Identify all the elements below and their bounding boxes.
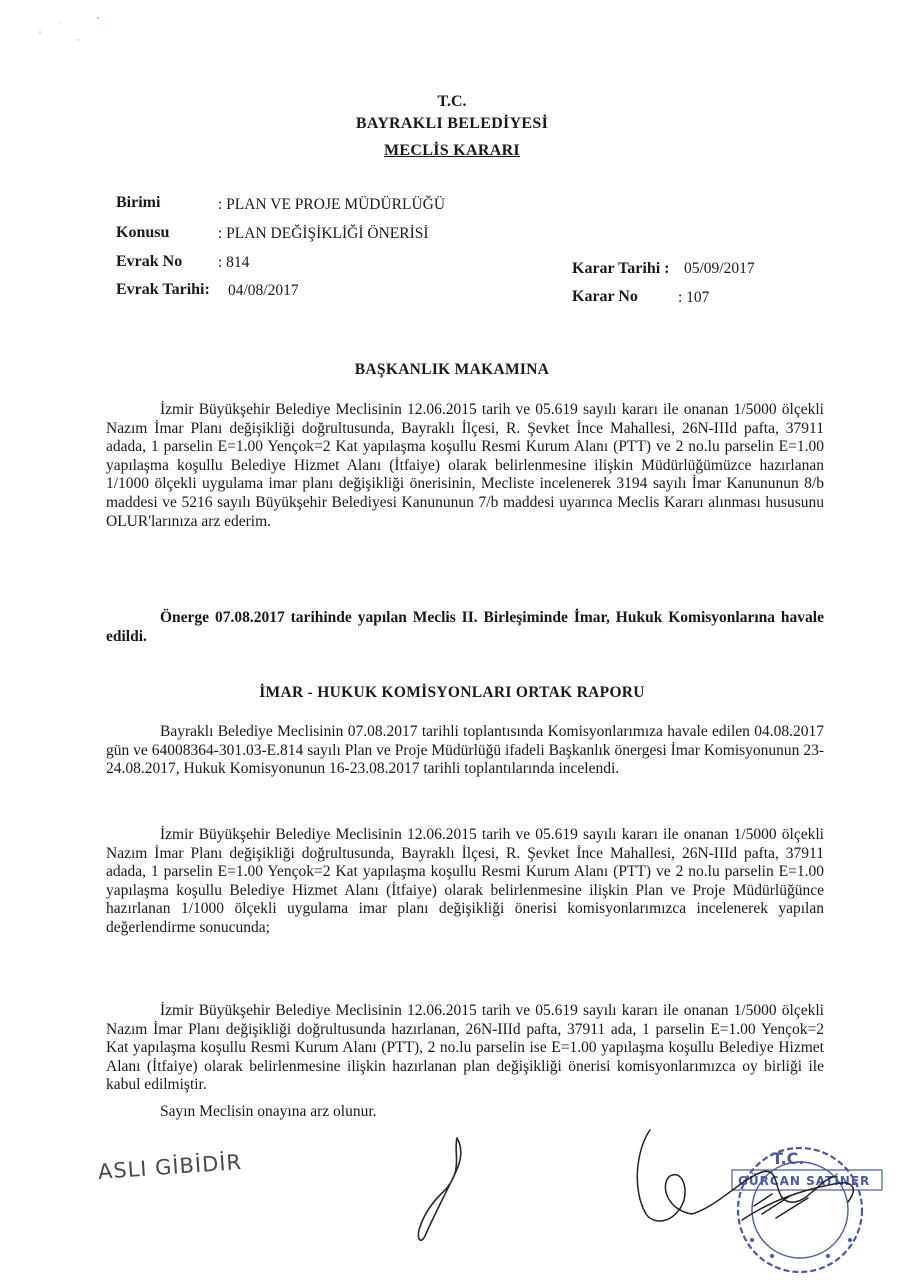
baskanlik-paragraph [106, 401, 824, 531]
evrak-no-label: Evrak No [116, 253, 183, 270]
signature-middle [395, 1132, 485, 1250]
signature-seal-right [622, 1110, 904, 1280]
karar-no-label: Karar No [572, 288, 638, 305]
header-tc: T.C. [437, 93, 467, 110]
section-baskanlik-title: BAŞKANLIK MAKAMINA [354, 361, 550, 378]
komisyon-paragraph-1-text: Bayraklı Belediye Meclisinin 07.08.2017 tarihli toplantısında Komisyonlarımıza havale edilen 04.08.2017 gün ve 64008364-301.03-E.814 sayılı Plan ve Proje Müdürlüğü ifadeli Başkanlık önergesi İmar Komisyonunun 23-24.08.2017, Hukuk Komisyonunun 16-23.08.2017 tarihli toplantılarında incelendi. [106, 723, 824, 778]
karar-no-value: : 107 [678, 289, 710, 306]
scan-specks [30, 10, 120, 50]
evrak-tarihi-value: 04/08/2017 [228, 282, 299, 299]
komisyon-paragraph-2 [106, 826, 824, 938]
komisyon-paragraph-2-text: İzmir Büyükşehir Belediye Meclisinin 12.06.2015 tarih ve 05.619 sayılı kararı ile onanan 1/5000 ölçekli Nazım İmar Planı değişikliği doğrultusunda, Bayraklı İlçesi, R. Şevket İnce Mahallesi, 26N-IIId pafta, 37911 adada, 1 parselin E=1.00 Yençok=2 Kat yapılaşma koşullu Resmi Kurum Alanı (PTT) ve 2 no.lu parselin E=1.00 yapılaşma koşullu Belediye Hizmet Alanı (İtfaiye) olarak belirlenmesine ilişkin Plan ve Proje Müdürlüğünce hazırlanan 1/1000 ölçekli uygulama imar planı değişikliği önerisi komisyonlarımızca incelenerek yapılan değerlendirme sonucunda; [106, 826, 824, 936]
header-municipality: BAYRAKLI BELEDİYESİ [355, 115, 549, 132]
evrak-no-value: : 814 [218, 254, 250, 271]
asli-gibidir-stamp: ASLI GİBİDİR [97, 1149, 243, 1184]
official-seal [732, 1148, 882, 1272]
evrak-tarihi-label: Evrak Tarihi: [116, 281, 210, 298]
baskanlik-paragraph-text: İzmir Büyükşehir Belediye Meclisinin 12.06.2015 tarih ve 05.619 sayılı kararı ile onanan 1/5000 ölçekli Nazım İmar Planı değişikliği doğrultusunda, Bayraklı İlçesi, R. Şevket İnce Mahallesi, 26N-IIId pafta, 37911 adada, 1 parselin E=1.00 Yençok=2 Kat yapılaşma koşullu Resmi Kurum Alanı (PTT) ve 2 no.lu parselin E=1.00 yapılaşma koşullu Belediye Hizmet Alanı (İtfaiye) olarak belirlenmesine ilişkin Müdürlüğümüzce hazırlanan 1/1000 ölçekli uygulama imar planı değişikliği önerisinin, Mecliste incelenerek 3194 sayılı İmar Kanununun 8/b maddesi ve 5216 sayılı Büyükşehir Belediyesi Kanununun 7/b maddesi uyarınca Meclis Kararı alınması hususunu OLUR'larınıza arz ederim. [106, 401, 824, 530]
birimi-value: : PLAN VE PROJE MÜDÜRLÜĞÜ [218, 196, 446, 213]
seal-top-text: T.C. [772, 1149, 805, 1168]
closing-line: Sayın Meclisin onayına arz olunur. [160, 1103, 377, 1120]
header-document-type: MECLİS KARARI [384, 142, 520, 159]
section-komisyon-title: İMAR - HUKUK KOMİSYONLARI ORTAK RAPORU [259, 684, 645, 701]
onerge-paragraph [106, 609, 824, 646]
karar-tarihi-value: 05/09/2017 [684, 260, 755, 277]
seal-band-text: GÜRCAN SATİNER [738, 1174, 871, 1188]
komisyon-paragraph-3 [106, 1002, 824, 1095]
birimi-label: Birimi [116, 194, 161, 211]
konusu-value: : PLAN DEĞİŞİKLİĞİ ÖNERİSİ [218, 225, 429, 242]
komisyon-paragraph-1 [106, 723, 824, 779]
komisyon-paragraph-3-text: İzmir Büyükşehir Belediye Meclisinin 12.06.2015 tarih ve 05.619 sayılı kararı ile onanan 1/5000 ölçekli Nazım İmar Planı değişikliği doğrultusunda hazırlanan, 26N-IIId pafta, 37911 ada, 1 parselin E=1.00 Yençok=2 Kat yapılaşma koşullu Resmi Kurum Alanı (PTT), 2 no.lu parselin ise E=1.00 yapılaşma koşullu Belediye Hizmet Alanı (İtfaiye) olarak belirlenmesine ilişkin hazırlanan plan değişikliği önerisi komisyonlarımızca oy birliği ile kabul edilmiştir. [106, 1002, 824, 1094]
onerge-text: Önerge 07.08.2017 tarihinde yapılan Meclis II. Birleşiminde İmar, Hukuk Komisyonlarına havale edildi. [106, 609, 824, 645]
karar-tarihi-label: Karar Tarihi : [572, 260, 670, 277]
konusu-label: Konusu [116, 224, 170, 241]
